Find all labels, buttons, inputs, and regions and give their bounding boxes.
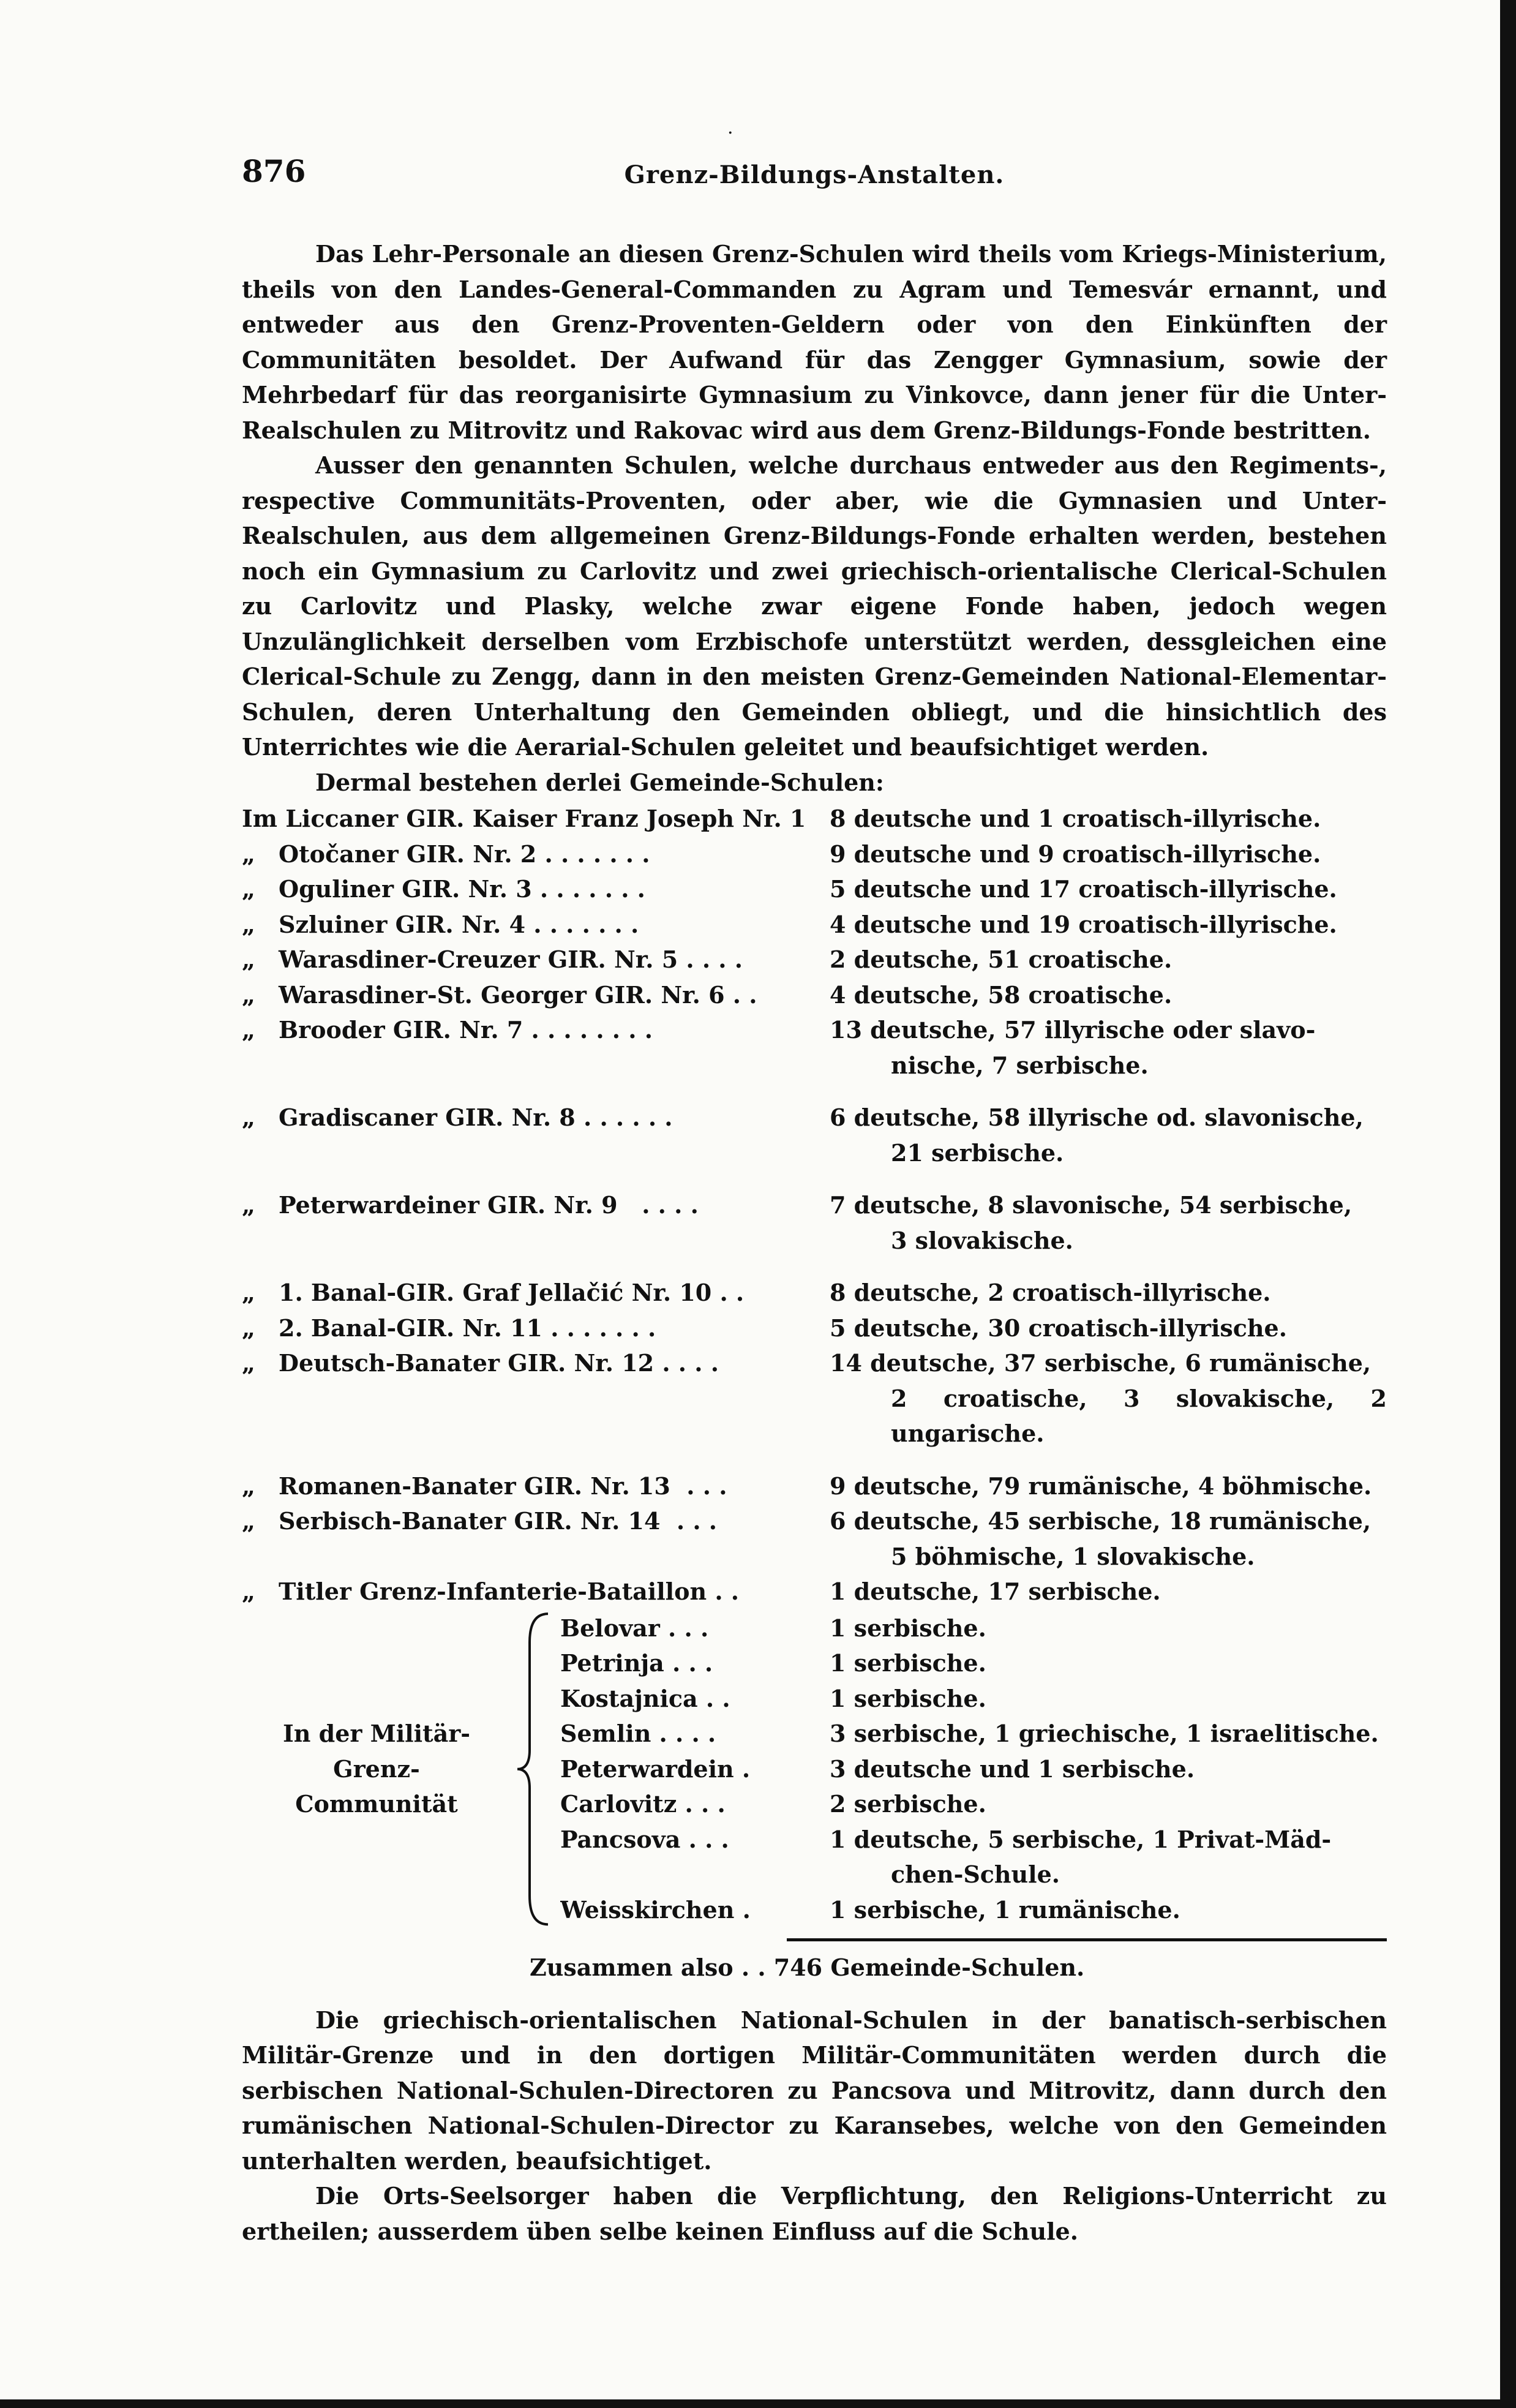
regiment-name: Brooder GIR. Nr. 7 <box>279 1016 523 1044</box>
leader-dots: . . . . <box>678 946 743 973</box>
community-name: Weisskirchen <box>560 1895 735 1924</box>
ditto-mark: „ <box>242 1191 255 1219</box>
community-name: Peterwardein <box>560 1755 734 1783</box>
leader-dots: . . . . <box>654 1349 719 1377</box>
school-count-continued: chen-Schule. <box>891 1861 1060 1888</box>
leader-dots: . . . <box>660 1507 718 1535</box>
leader-dots: . . . <box>670 1472 727 1500</box>
regiment-name: Oguliner GIR. Nr. 3 <box>279 875 532 903</box>
community-name: Pancsova <box>560 1825 681 1853</box>
leader-dots: . . . <box>659 1614 709 1642</box>
school-count: 4 deutsche und 19 croatisch-illyrische. <box>830 910 1337 938</box>
curly-brace <box>511 1611 560 1928</box>
sum-rule <box>787 1938 1387 1941</box>
regiment-row <box>242 1100 1387 1170</box>
school-count: 1 deutsche, 5 serbische, 1 Privat-Mäd- <box>830 1825 1332 1853</box>
regiment-row <box>242 1012 1387 1083</box>
regiment-name: Peterwardeiner GIR. Nr. 9 <box>279 1191 618 1219</box>
community-row <box>560 1716 1387 1751</box>
school-count: 2 serbische. <box>830 1790 986 1818</box>
curly-brace-icon <box>511 1611 560 1928</box>
regiment-name: Deutsch-Banater GIR. Nr. 12 <box>279 1349 655 1377</box>
school-count: 5 deutsche und 17 croatisch-illyrische. <box>830 875 1337 903</box>
regiment-name: Gradiscaner GIR. Nr. 8 <box>279 1104 576 1131</box>
school-count: 13 deutsche, 57 illyrische oder slavo- <box>830 1016 1316 1044</box>
leader-dots: . . . . <box>651 1720 716 1747</box>
regiment-table <box>242 801 1387 1609</box>
leader-dots: . . . <box>680 1825 729 1853</box>
community-name: Carlovitz <box>560 1790 677 1818</box>
school-count: 7 deutsche, 8 slavonische, 54 serbische, <box>830 1191 1353 1219</box>
ditto-mark: „ <box>242 1314 255 1342</box>
paragraph-staff: Das Lehr-Personale an diesen Grenz-Schulen wird theils vom Kriegs-Ministerium, theils von den Landes-General-Commanden zu Agram und Temesvár ernannt, und entweder aus den Grenz-Proventen-Geldern oder von den Einkünften der Communitäten besoldet. Der Aufwand für das Zengger Gymnasium, sowie der Mehrbedarf für das reorganisirte Gymnasium zu Vinkovce, dann jener für die Unter-Realschulen zu Mitrovitz und Rakovac wird aus dem Grenz-Bildungs-Fonde bestritten. <box>242 240 1387 444</box>
ditto-mark: „ <box>242 910 255 938</box>
leader-dots: . . <box>697 1684 730 1712</box>
school-count: 1 serbische. <box>830 1614 986 1642</box>
regiment-row <box>242 1187 1387 1258</box>
ditto-mark: „ <box>242 1349 255 1377</box>
running-title: Grenz-Bildungs-Anstalten. <box>624 160 1005 189</box>
community-row <box>560 1892 1387 1928</box>
leader-dots: . . <box>724 980 757 1009</box>
school-count: 9 deutsche, 79 rumänische, 4 böhmische. <box>830 1472 1372 1500</box>
regiment-name: Otočaner GIR. Nr. 2 <box>279 840 537 868</box>
leader-dots: . . . <box>677 1790 726 1818</box>
school-count: 3 serbische, 1 griechische, 1 israelitische. <box>830 1720 1379 1747</box>
scan-edge-bottom <box>0 2399 1516 2408</box>
ditto-mark: „ <box>242 875 255 903</box>
regiment-row <box>242 1345 1387 1451</box>
school-count: 6 deutsche, 58 illyrische od. slavonische, <box>830 1104 1364 1131</box>
regiment-row <box>242 1311 1387 1346</box>
school-count-continued: nische, 7 serbische. <box>891 1051 1149 1079</box>
scan-speck: · <box>727 122 734 144</box>
regiment-row <box>242 907 1387 943</box>
regiment-row <box>242 1469 1387 1504</box>
school-count: 5 deutsche, 30 croatisch-illyrische. <box>830 1314 1287 1342</box>
regiment-name: Romanen-Banater GIR. Nr. 13 <box>279 1472 670 1500</box>
school-count: 2 deutsche, 51 croatische. <box>830 946 1173 973</box>
school-count: 8 deutsche und 1 croatisch-illyrische. <box>830 805 1321 832</box>
regiment-name: Titler Grenz-Infanterie-Bataillon <box>279 1578 707 1605</box>
school-count-continued: 21 serbische. <box>891 1138 1064 1167</box>
regiment-name: Warasdiner-St. Georger GIR. Nr. 6 <box>279 980 725 1009</box>
military-community-heading-line1: In der Militär-Grenz- <box>283 1720 470 1783</box>
paragraph-clergy: Die Orts-Seelsorger haben die Verpflichtung, den Religions-Unterricht zu ertheilen; ausserdem üben selbe keinen Einfluss auf die Schule. <box>242 2182 1387 2245</box>
regiment-name: Serbisch-Banater GIR. Nr. 14 <box>279 1507 661 1535</box>
ditto-mark: „ <box>242 840 255 868</box>
community-row <box>560 1681 1387 1717</box>
community-row <box>560 1751 1387 1787</box>
leader-dots: . . <box>711 1279 745 1306</box>
regiment-name: 1. Banal-GIR. Graf Jellačić Nr. 10 <box>279 1279 712 1306</box>
school-count-continued: 5 böhmische, 1 slovakische. <box>891 1542 1255 1570</box>
regiment-name: 2. Banal-GIR. Nr. 11 <box>279 1314 542 1342</box>
school-count: 3 deutsche und 1 serbische. <box>830 1755 1195 1783</box>
regiment-row <box>242 837 1387 872</box>
leader-dots: . <box>734 1755 751 1783</box>
leader-dots: . . . . . . . . <box>523 1016 653 1044</box>
ditto-mark: „ <box>242 1578 255 1605</box>
leader-dots: . . . . . . <box>575 1104 673 1131</box>
leader-dots: . . . . <box>617 1191 699 1219</box>
paragraph-orthodox-schools: Die griechisch-orientalischen National-Schulen in der banatisch-serbischen Militär-Grenze und in den dortigen Militär-Communitäten werden durch die serbischen National-Schulen-Directoren zu Pancsova und Mitrovitz, dann durch den rumänischen National-Schulen-Director zu Karansebes, welche von den Gemeinden unterhalten werden, beaufsichtiget. <box>242 2006 1387 2175</box>
leader-dots: . . . . . . . <box>536 840 650 868</box>
ditto-mark: „ <box>242 1507 255 1535</box>
regiment-name: Warasdiner-Creuzer GIR. Nr. 5 <box>279 946 678 973</box>
school-count: 8 deutsche, 2 croatisch-illyrische. <box>830 1279 1271 1306</box>
military-community-heading-line2: Communität <box>295 1790 458 1818</box>
leader-dots: . . . . . . . <box>542 1314 656 1342</box>
community-name: Kostajnica <box>560 1684 698 1712</box>
paragraph-list-lead: Dermal bestehen derlei Gemeinde-Schulen: <box>315 768 884 796</box>
leader-dots: . <box>734 1895 751 1924</box>
page-header <box>242 147 1387 190</box>
regiment-row <box>242 1574 1387 1609</box>
scan-edge-right <box>1500 0 1516 2408</box>
school-count-continued: 3 slovakische. <box>891 1226 1073 1254</box>
regiment-row <box>242 871 1387 907</box>
leader-dots: . . . . . . . <box>525 910 639 938</box>
school-count: 14 deutsche, 37 serbische, 6 rumänische, <box>830 1349 1372 1377</box>
paragraph-other-schools: Ausser den genannten Schulen, welche durchaus entweder aus den Regiments-, respective Communitäts-Proventen, oder aber, wie die Gymnasien und Unter-Realschulen, aus dem allgemeinen Grenz-Bildungs-Fonde erhalten werden, bestehen noch ein Gymnasium zu Carlovitz und zwei griechisch-orientalische Clerical-Schulen zu Carlovitz und Plasky, welche zwar eigene Fonde haben, jedoch wegen Unzulänglichkeit derselben vom Erzbischofe unterstützt werden, dessgleichen eine Clerical-Schule zu Zengg, dann in den meisten Grenz-Gemeinden National-Elementar-Schulen, deren Unterhaltung den Gemeinden obliegt, und die hinsichtlich des Unterrichtes wie die Aerarial-Schulen geleitet und beaufsichtiget werden. <box>242 451 1387 761</box>
school-count: 6 deutsche, 45 serbische, 18 rumänische, <box>830 1507 1372 1535</box>
school-count: 4 deutsche, 58 croatische. <box>830 980 1173 1009</box>
page-content <box>242 147 1387 2249</box>
ditto-mark: „ <box>242 1016 255 1044</box>
regiment-row <box>242 1275 1387 1311</box>
leader-dots: . . <box>707 1578 740 1605</box>
school-count: 9 deutsche und 9 croatisch-illyrische. <box>830 840 1321 868</box>
regiment-name: Szluiner GIR. Nr. 4 <box>279 910 526 938</box>
regiment-row <box>242 977 1387 1013</box>
military-community-heading <box>242 1611 511 1928</box>
ditto-mark: „ <box>242 1104 255 1131</box>
community-row <box>560 1646 1387 1681</box>
community-name: Belovar <box>560 1614 660 1642</box>
community-name: Semlin <box>560 1720 651 1747</box>
school-count-continued: 2 croatische, 3 slovakische, 2 ungarische. <box>891 1384 1387 1447</box>
ditto-mark: „ <box>242 1279 255 1306</box>
page-number: 876 <box>242 153 306 189</box>
school-count: 1 serbische. <box>830 1649 986 1677</box>
school-count: 1 serbische. <box>830 1684 986 1712</box>
community-row <box>560 1611 1387 1646</box>
military-community-rows <box>560 1611 1387 1928</box>
ditto-mark: „ <box>242 980 255 1009</box>
ditto-mark: „ <box>242 946 255 973</box>
total-line: Zusammen also . . 746 Gemeinde-Schulen. <box>530 1954 1085 1981</box>
regiment-row <box>242 942 1387 977</box>
school-count: 1 serbische, 1 rumänische. <box>830 1895 1180 1924</box>
military-community-table <box>242 1611 1387 1928</box>
community-row <box>560 1822 1387 1892</box>
community-row <box>560 1786 1387 1822</box>
regiment-row <box>242 1503 1387 1574</box>
community-name: Petrinja <box>560 1649 664 1677</box>
school-count: 1 deutsche, 17 serbische. <box>830 1578 1161 1605</box>
regiment-row <box>242 801 1387 837</box>
leader-dots: . . . <box>664 1649 713 1677</box>
ditto-mark: „ <box>242 1472 255 1500</box>
leader-dots: . . . . . . . <box>531 875 645 903</box>
regiment-name: Im Liccaner GIR. Kaiser Franz Joseph Nr. 1 <box>242 805 806 832</box>
